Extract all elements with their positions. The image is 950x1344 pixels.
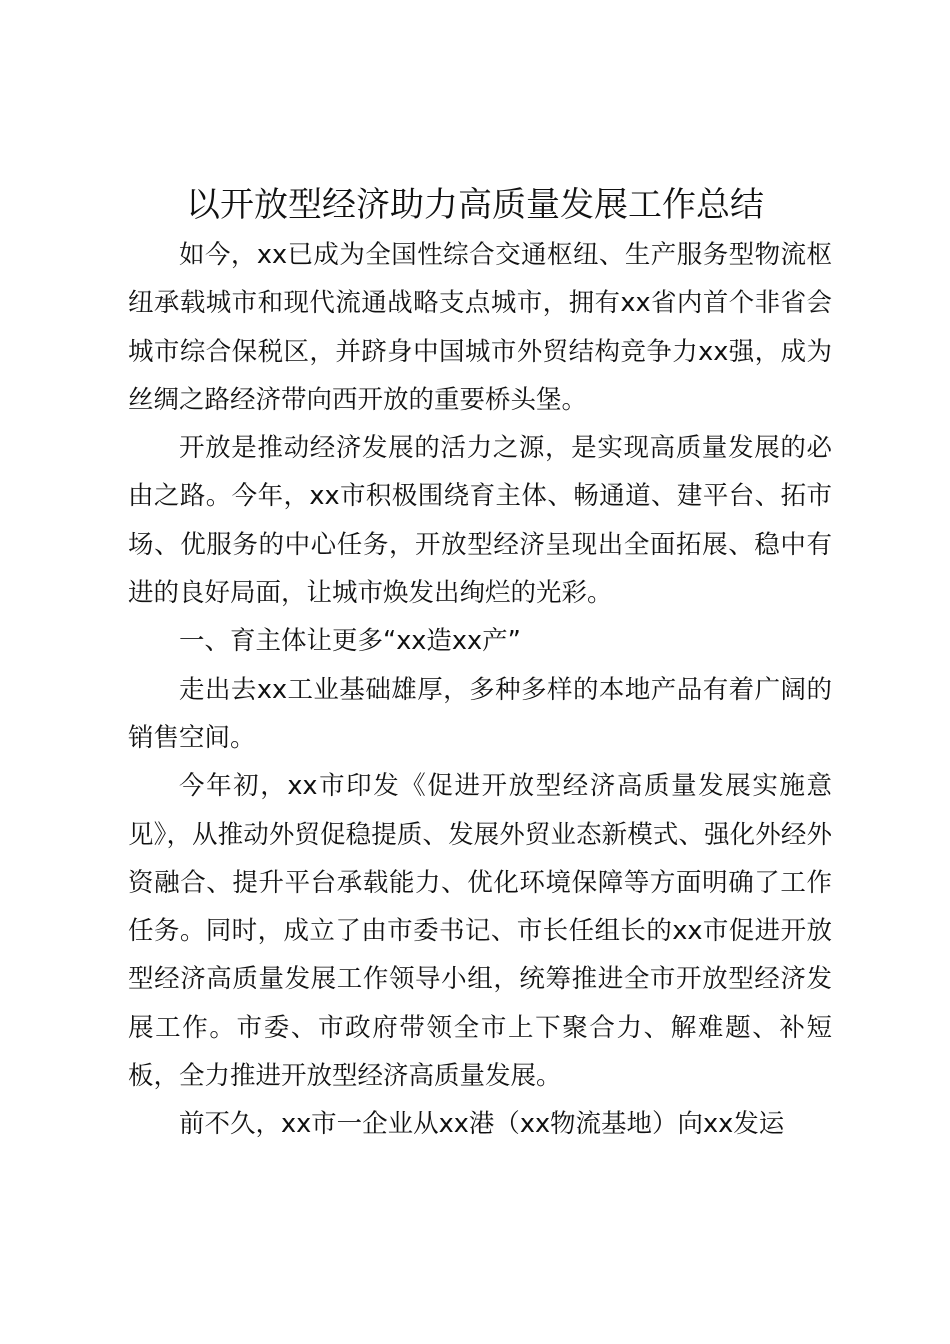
paragraph-intro: 如今，xx已成为全国性综合交通枢纽、生产服务型物流枢纽承载城市和现代流通战略支点城市，拥有xx省内首个非省会城市综合保税区，并跻身中国城市外贸结构竞争力xx强，成为丝绸之路经济带向西开放的重要桥头堡。 <box>128 240 832 415</box>
section-heading-1: 一、育主体让更多“xx造xx产” <box>179 626 521 657</box>
paragraph-opening-up: 开放是推动经济发展的活力之源，是实现高质量发展的必由之路。今年，xx市积极围绕育主体、畅通道、建平台、拓市场、优服务的中心任务，开放型经济呈现出全面拓展、稳中有进的良好局面，让城市焕发出绚烂的光彩。 <box>128 433 832 609</box>
document-body <box>128 231 832 1149</box>
paragraph-shipment: 前不久，xx市一企业从xx港（xx物流基地）向xx发运 <box>179 1109 785 1140</box>
document-title: 以开放型经济助力高质量发展工作总结 <box>186 185 764 225</box>
paragraph-going-out: 走出去xx工业基础雄厚，多种多样的本地产品有着广阔的销售空间。 <box>128 674 832 753</box>
paragraph-policy: 今年初，xx市印发《促进开放型经济高质量发展实施意见》，从推动外贸促稳提质、发展外贸业态新模式、强化外经外资融合、提升平台承载能力、优化环境保障等方面明确了工作任务。同时，成立了由市委书记、市长任组长的xx市促进开放型经济高质量发展工作领导小组，统筹推进全市开放型经济发展工作。市委、市政府带领全市上下聚合力、解难题、补短板，全力推进开放型经济高质量发展。 <box>128 771 832 1092</box>
